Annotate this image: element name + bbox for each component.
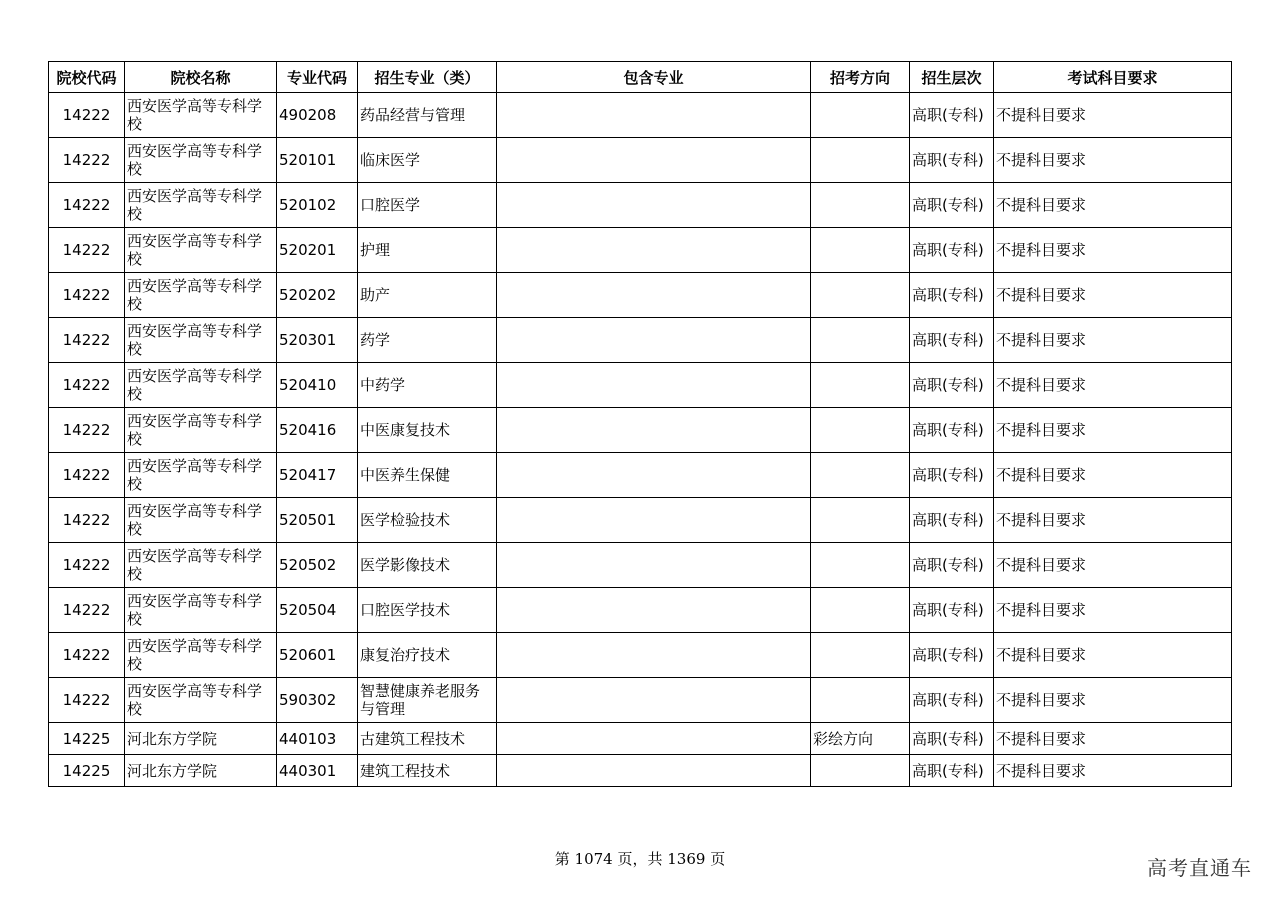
- cell-major: 护理: [358, 228, 497, 273]
- cell-major: 康复治疗技术: [358, 633, 497, 678]
- cell-direction: [811, 755, 910, 787]
- cell-major-code: 440301: [277, 755, 358, 787]
- table-row: [49, 498, 1232, 543]
- header-school-code: 院校代码: [49, 62, 125, 93]
- cell-school-code: 14222: [49, 453, 125, 498]
- cell-school-code: 14222: [49, 498, 125, 543]
- header-requirement: 考试科目要求: [994, 62, 1232, 93]
- cell-level: 高职(专科): [910, 678, 994, 723]
- watermark: 高考直通车: [1147, 856, 1252, 880]
- cell-school-code: 14222: [49, 408, 125, 453]
- cell-direction: [811, 273, 910, 318]
- cell-school-name: 西安医学高等专科学校: [125, 93, 277, 138]
- cell-included-majors: [497, 678, 811, 723]
- cell-school-code: 14222: [49, 543, 125, 588]
- cell-school-name: 西安医学高等专科学校: [125, 408, 277, 453]
- cell-major: 中医养生保健: [358, 453, 497, 498]
- cell-major-code: 520416: [277, 408, 358, 453]
- header-level: 招生层次: [910, 62, 994, 93]
- table-row: [49, 678, 1232, 723]
- cell-major: 建筑工程技术: [358, 755, 497, 787]
- cell-school-name: 河北东方学院: [125, 723, 277, 755]
- table-row: [49, 183, 1232, 228]
- cell-direction: [811, 633, 910, 678]
- cell-major: 药学: [358, 318, 497, 363]
- cell-direction: [811, 498, 910, 543]
- cell-direction: [811, 228, 910, 273]
- header-school-name: 院校名称: [125, 62, 277, 93]
- cell-requirement: 不提科目要求: [994, 273, 1232, 318]
- cell-included-majors: [497, 93, 811, 138]
- cell-included-majors: [497, 755, 811, 787]
- cell-direction: [811, 183, 910, 228]
- table-row: [49, 543, 1232, 588]
- cell-direction: [811, 318, 910, 363]
- cell-level: 高职(专科): [910, 273, 994, 318]
- cell-major-code: 520202: [277, 273, 358, 318]
- table-row: [49, 633, 1232, 678]
- cell-included-majors: [497, 273, 811, 318]
- cell-school-name: 西安医学高等专科学校: [125, 543, 277, 588]
- cell-major-code: 520410: [277, 363, 358, 408]
- cell-school-code: 14222: [49, 363, 125, 408]
- cell-major-code: 520201: [277, 228, 358, 273]
- cell-major: 中医康复技术: [358, 408, 497, 453]
- cell-major: 医学影像技术: [358, 543, 497, 588]
- table-row: [49, 228, 1232, 273]
- cell-level: 高职(专科): [910, 543, 994, 588]
- cell-requirement: 不提科目要求: [994, 723, 1232, 755]
- cell-direction: [811, 408, 910, 453]
- cell-major-code: 590302: [277, 678, 358, 723]
- cell-school-name: 西安医学高等专科学校: [125, 228, 277, 273]
- cell-requirement: 不提科目要求: [994, 498, 1232, 543]
- cell-direction: 彩绘方向: [811, 723, 910, 755]
- cell-included-majors: [497, 408, 811, 453]
- cell-school-name: 西安医学高等专科学校: [125, 363, 277, 408]
- table-row: [49, 588, 1232, 633]
- cell-requirement: 不提科目要求: [994, 183, 1232, 228]
- page-footer: 第 1074 页，共 1369 页: [554, 850, 726, 868]
- cell-included-majors: [497, 363, 811, 408]
- cell-major: 口腔医学技术: [358, 588, 497, 633]
- cell-included-majors: [497, 453, 811, 498]
- table-row: [49, 723, 1232, 755]
- cell-included-majors: [497, 183, 811, 228]
- cell-school-name: 西安医学高等专科学校: [125, 318, 277, 363]
- cell-level: 高职(专科): [910, 498, 994, 543]
- cell-direction: [811, 93, 910, 138]
- cell-school-name: 西安医学高等专科学校: [125, 453, 277, 498]
- cell-requirement: 不提科目要求: [994, 588, 1232, 633]
- cell-school-code: 14222: [49, 228, 125, 273]
- cell-level: 高职(专科): [910, 318, 994, 363]
- cell-level: 高职(专科): [910, 183, 994, 228]
- cell-included-majors: [497, 633, 811, 678]
- cell-school-name: 西安医学高等专科学校: [125, 138, 277, 183]
- cell-direction: [811, 543, 910, 588]
- cell-included-majors: [497, 723, 811, 755]
- cell-major-code: 520502: [277, 543, 358, 588]
- cell-school-code: 14222: [49, 318, 125, 363]
- cell-school-name: 西安医学高等专科学校: [125, 588, 277, 633]
- cell-direction: [811, 588, 910, 633]
- cell-school-code: 14225: [49, 723, 125, 755]
- cell-requirement: 不提科目要求: [994, 318, 1232, 363]
- cell-major-code: 520301: [277, 318, 358, 363]
- cell-direction: [811, 138, 910, 183]
- cell-level: 高职(专科): [910, 408, 994, 453]
- cell-requirement: 不提科目要求: [994, 363, 1232, 408]
- cell-level: 高职(专科): [910, 453, 994, 498]
- header-row: [49, 62, 1232, 93]
- cell-major: 智慧健康养老服务与管理: [358, 678, 497, 723]
- cell-requirement: 不提科目要求: [994, 93, 1232, 138]
- cell-major-code: 520417: [277, 453, 358, 498]
- cell-requirement: 不提科目要求: [994, 408, 1232, 453]
- table-row: [49, 408, 1232, 453]
- table-row: [49, 453, 1232, 498]
- cell-major: 医学检验技术: [358, 498, 497, 543]
- cell-major-code: 520504: [277, 588, 358, 633]
- header-included-majors: 包含专业: [497, 62, 811, 93]
- table-row: [49, 138, 1232, 183]
- cell-level: 高职(专科): [910, 588, 994, 633]
- cell-major-code: 520102: [277, 183, 358, 228]
- table-row: [49, 273, 1232, 318]
- cell-level: 高职(专科): [910, 93, 994, 138]
- table-row: [49, 363, 1232, 408]
- cell-level: 高职(专科): [910, 755, 994, 787]
- cell-major: 药品经营与管理: [358, 93, 497, 138]
- table-row: [49, 755, 1232, 787]
- cell-school-code: 14222: [49, 633, 125, 678]
- cell-requirement: 不提科目要求: [994, 543, 1232, 588]
- cell-major: 临床医学: [358, 138, 497, 183]
- header-major-code: 专业代码: [277, 62, 358, 93]
- cell-school-code: 14222: [49, 273, 125, 318]
- table-row: [49, 318, 1232, 363]
- cell-requirement: 不提科目要求: [994, 755, 1232, 787]
- cell-major-code: 520101: [277, 138, 358, 183]
- cell-included-majors: [497, 543, 811, 588]
- cell-requirement: 不提科目要求: [994, 678, 1232, 723]
- table-row: [49, 93, 1232, 138]
- cell-school-name: 西安医学高等专科学校: [125, 633, 277, 678]
- cell-major-code: 440103: [277, 723, 358, 755]
- cell-direction: [811, 453, 910, 498]
- cell-direction: [811, 363, 910, 408]
- cell-included-majors: [497, 138, 811, 183]
- cell-direction: [811, 678, 910, 723]
- cell-major: 中药学: [358, 363, 497, 408]
- cell-level: 高职(专科): [910, 633, 994, 678]
- admissions-table: [48, 61, 1232, 787]
- header-direction: 招考方向: [811, 62, 910, 93]
- cell-level: 高职(专科): [910, 723, 994, 755]
- cell-school-code: 14222: [49, 93, 125, 138]
- cell-major: 古建筑工程技术: [358, 723, 497, 755]
- cell-school-code: 14222: [49, 588, 125, 633]
- cell-included-majors: [497, 498, 811, 543]
- cell-major-code: 490208: [277, 93, 358, 138]
- cell-requirement: 不提科目要求: [994, 453, 1232, 498]
- cell-school-name: 西安医学高等专科学校: [125, 678, 277, 723]
- cell-major-code: 520601: [277, 633, 358, 678]
- header-major: 招生专业（类）: [358, 62, 497, 93]
- cell-school-code: 14222: [49, 678, 125, 723]
- cell-school-name: 河北东方学院: [125, 755, 277, 787]
- cell-included-majors: [497, 228, 811, 273]
- cell-school-code: 14222: [49, 138, 125, 183]
- cell-school-name: 西安医学高等专科学校: [125, 498, 277, 543]
- cell-school-code: 14225: [49, 755, 125, 787]
- cell-school-name: 西安医学高等专科学校: [125, 273, 277, 318]
- cell-requirement: 不提科目要求: [994, 228, 1232, 273]
- cell-requirement: 不提科目要求: [994, 633, 1232, 678]
- cell-level: 高职(专科): [910, 138, 994, 183]
- cell-school-code: 14222: [49, 183, 125, 228]
- cell-school-name: 西安医学高等专科学校: [125, 183, 277, 228]
- cell-major: 口腔医学: [358, 183, 497, 228]
- cell-major: 助产: [358, 273, 497, 318]
- cell-requirement: 不提科目要求: [994, 138, 1232, 183]
- cell-included-majors: [497, 588, 811, 633]
- cell-level: 高职(专科): [910, 228, 994, 273]
- cell-included-majors: [497, 318, 811, 363]
- cell-major-code: 520501: [277, 498, 358, 543]
- cell-level: 高职(专科): [910, 363, 994, 408]
